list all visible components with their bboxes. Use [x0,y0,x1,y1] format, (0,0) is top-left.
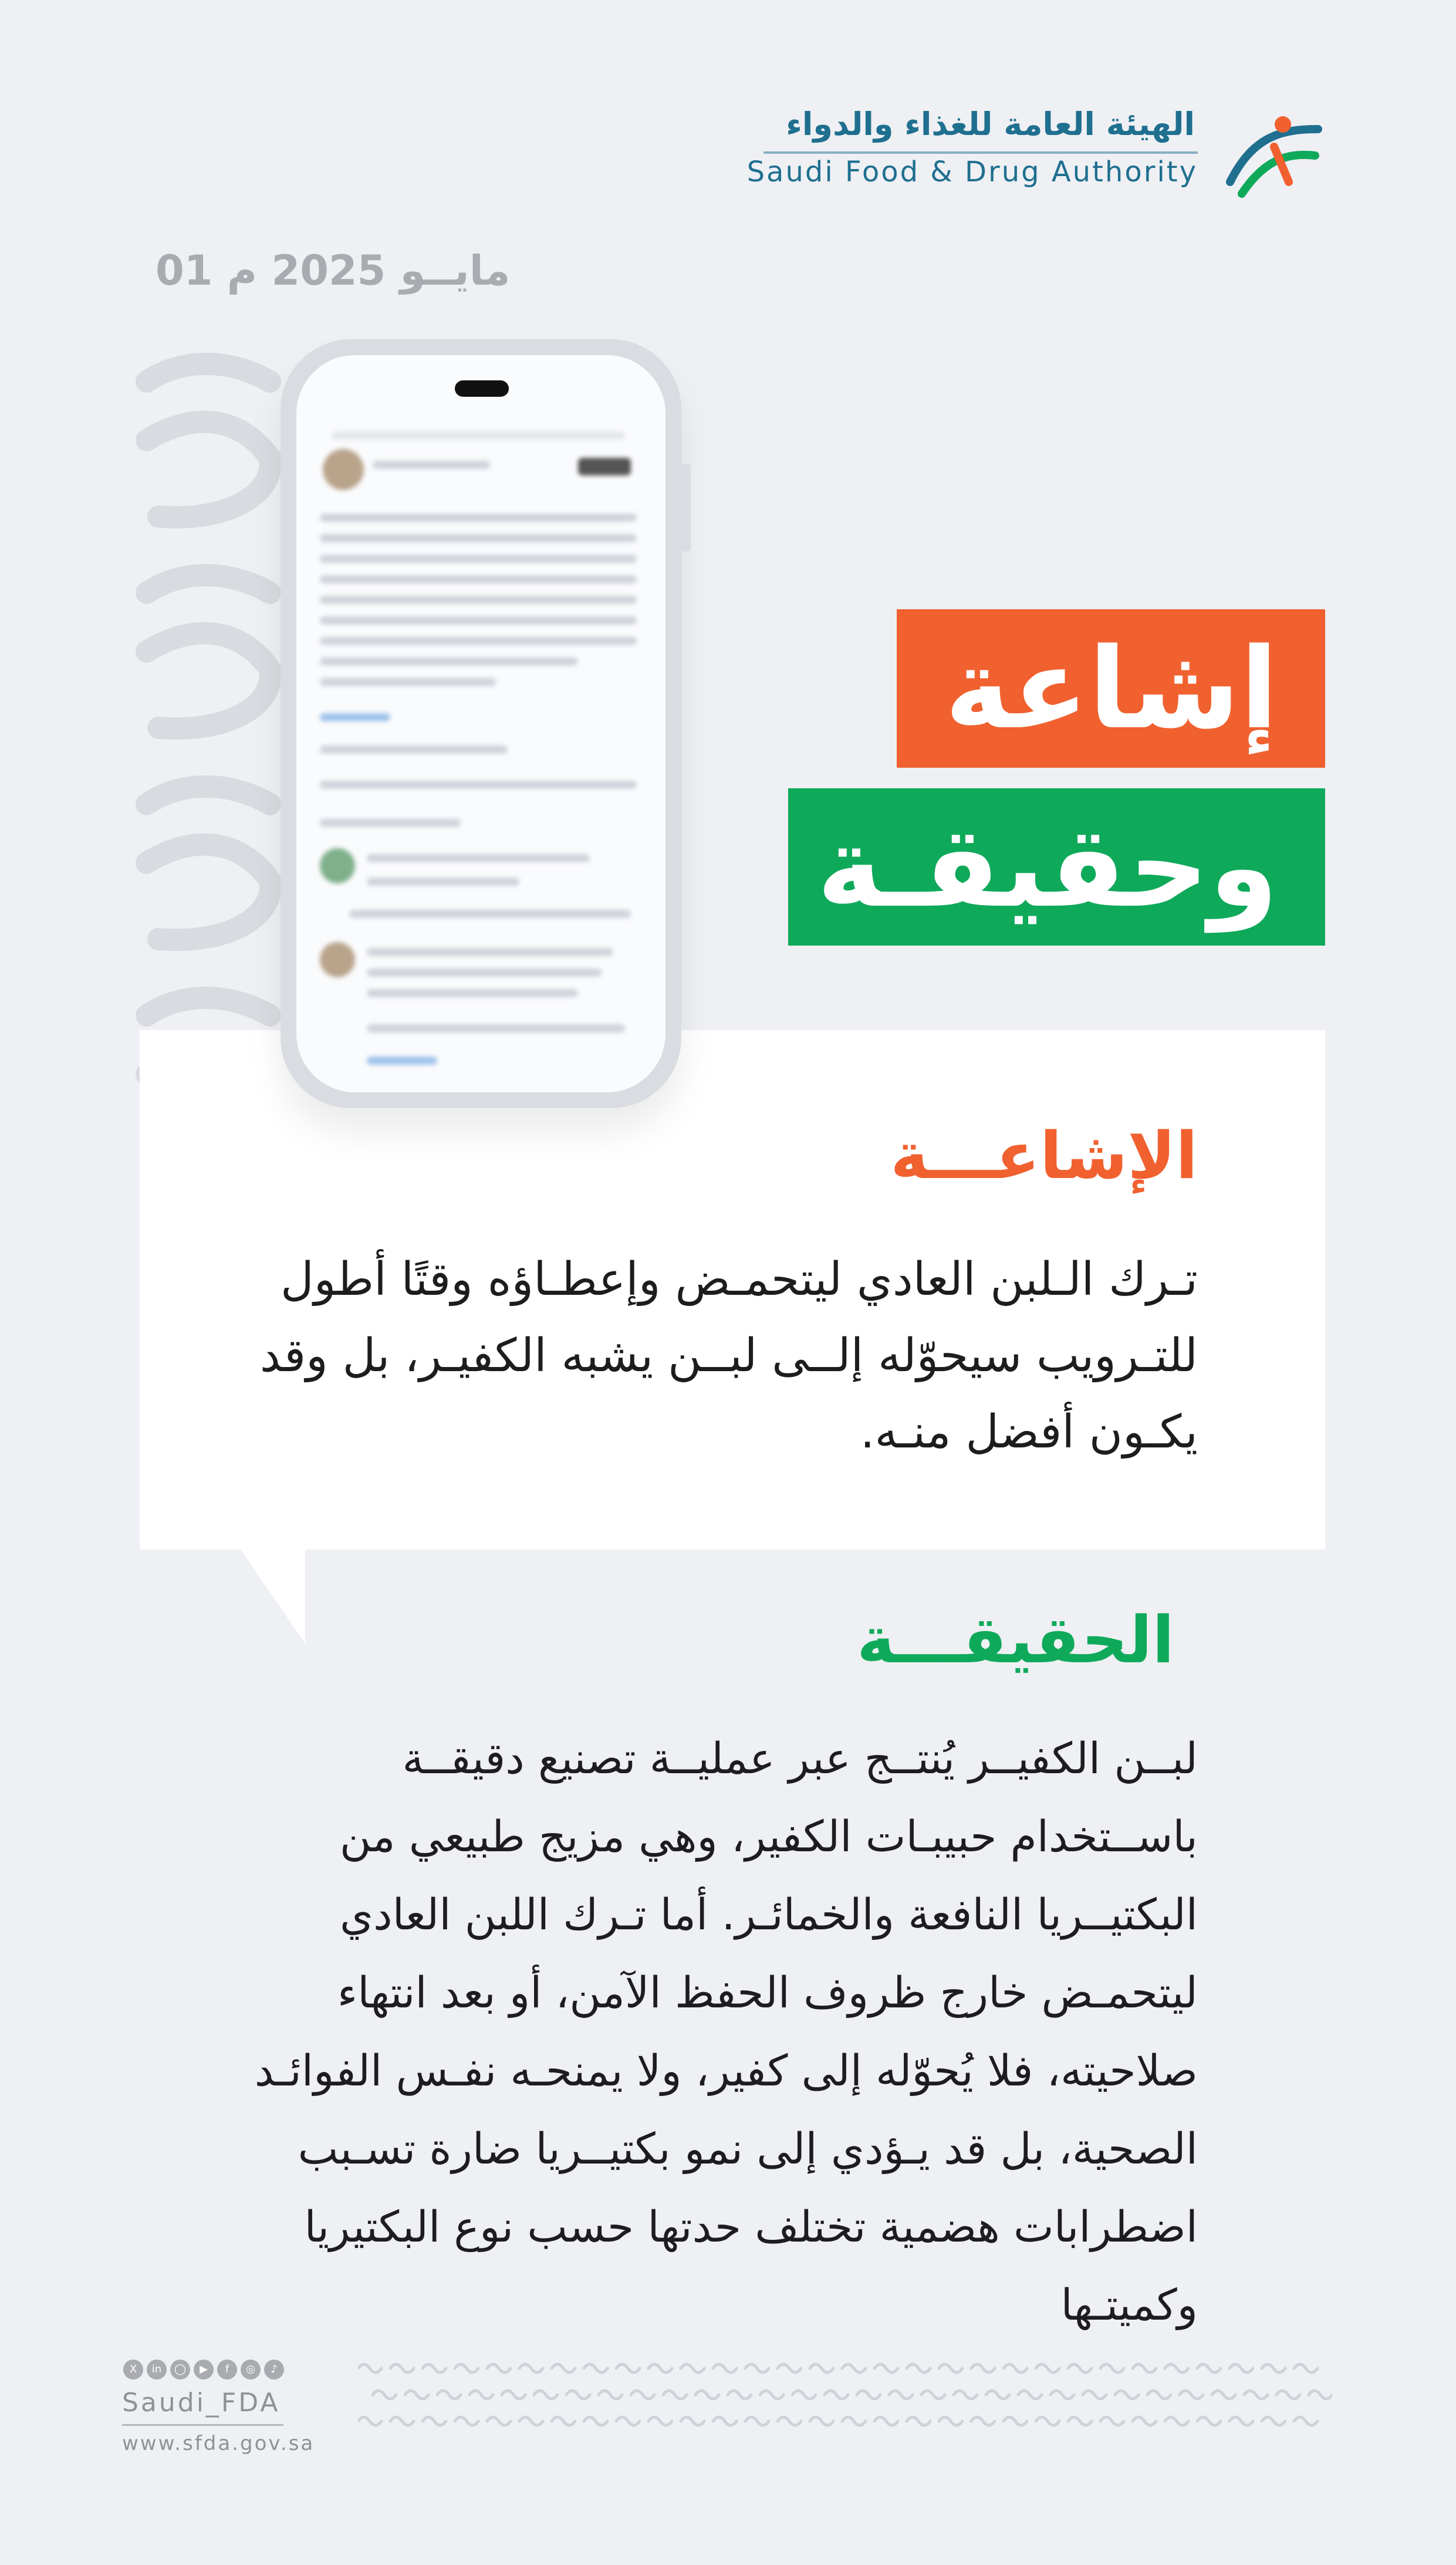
social-handle: Saudi_FDA [122,2388,281,2418]
decorative-footer-pattern [358,2357,1332,2445]
publish-date: 01 مايــو 2025 م [156,247,511,295]
fact-banner [788,788,1325,946]
rumor-text: تـرك الـلبن العادي ليتحمـض وإعطـاؤه وقتًا أطول للتـرويب سيحوّله إلــى لبــن يشبه الكفيـر، بل وقد يكـون أفضل منـه. [259,1253,1198,1459]
footer-divider [122,2424,283,2426]
rumor-banner-label: إشاعة [944,623,1278,754]
logo-divider [764,151,1198,154]
decorative-wave-pattern [135,346,288,1121]
x-icon[interactable]: X [123,2360,143,2380]
linkedin-icon[interactable]: in [147,2360,167,2380]
blurred-social-post-screenshot [296,355,665,1092]
logo-english-text: Saudi Food & Drug Authority [746,156,1198,188]
rumor-banner [897,609,1325,768]
fact-heading: الحقيقـــة [856,1602,1174,1678]
snapchat-icon[interactable]: ◯ [170,2360,190,2380]
website-link[interactable]: www.sfda.gov.sa [122,2432,315,2455]
facebook-icon[interactable]: f [217,2360,237,2380]
phone-notch [455,380,509,397]
sfda-logo-icon [1218,112,1324,200]
tiktok-icon[interactable]: ♪ [264,2360,284,2380]
instagram-icon[interactable]: ◎ [241,2360,261,2380]
phone-side-button [681,464,691,552]
speech-bubble-tail [241,1550,305,1643]
fact-banner-label: وحقيقـة [816,802,1278,932]
social-icons [123,2360,284,2383]
youtube-icon[interactable]: ▶ [194,2360,214,2380]
fact-text: لبــن الكفيــر يُنتــج عبر عمليــة تصنيع دقيقــة باســتخدام حبيبـات الكفير، وهي مزيج طبيعي من البكتيــريا النافعة والخمائـر. أما تـرك اللبن العادي ليتحمـض خارج ظروف الحفظ الآمن، أو بعد انتهاء صلاحيته، فلا يُحوّله إلى كفير، ولا يمنحـه نفـس الفوائـد الصحية، بل قد يـؤدي إلى نمو بكتيــريا ضارة تسـبب اضطرابات هضمية تختلف حدتها حسب نوع البكتيريا وكميتـها [254,1734,1198,2330]
logo-arabic-text: الهيئة العامة للغذاء والدواء [786,106,1195,143]
rumor-heading: الإشاعـــة [890,1118,1198,1193]
